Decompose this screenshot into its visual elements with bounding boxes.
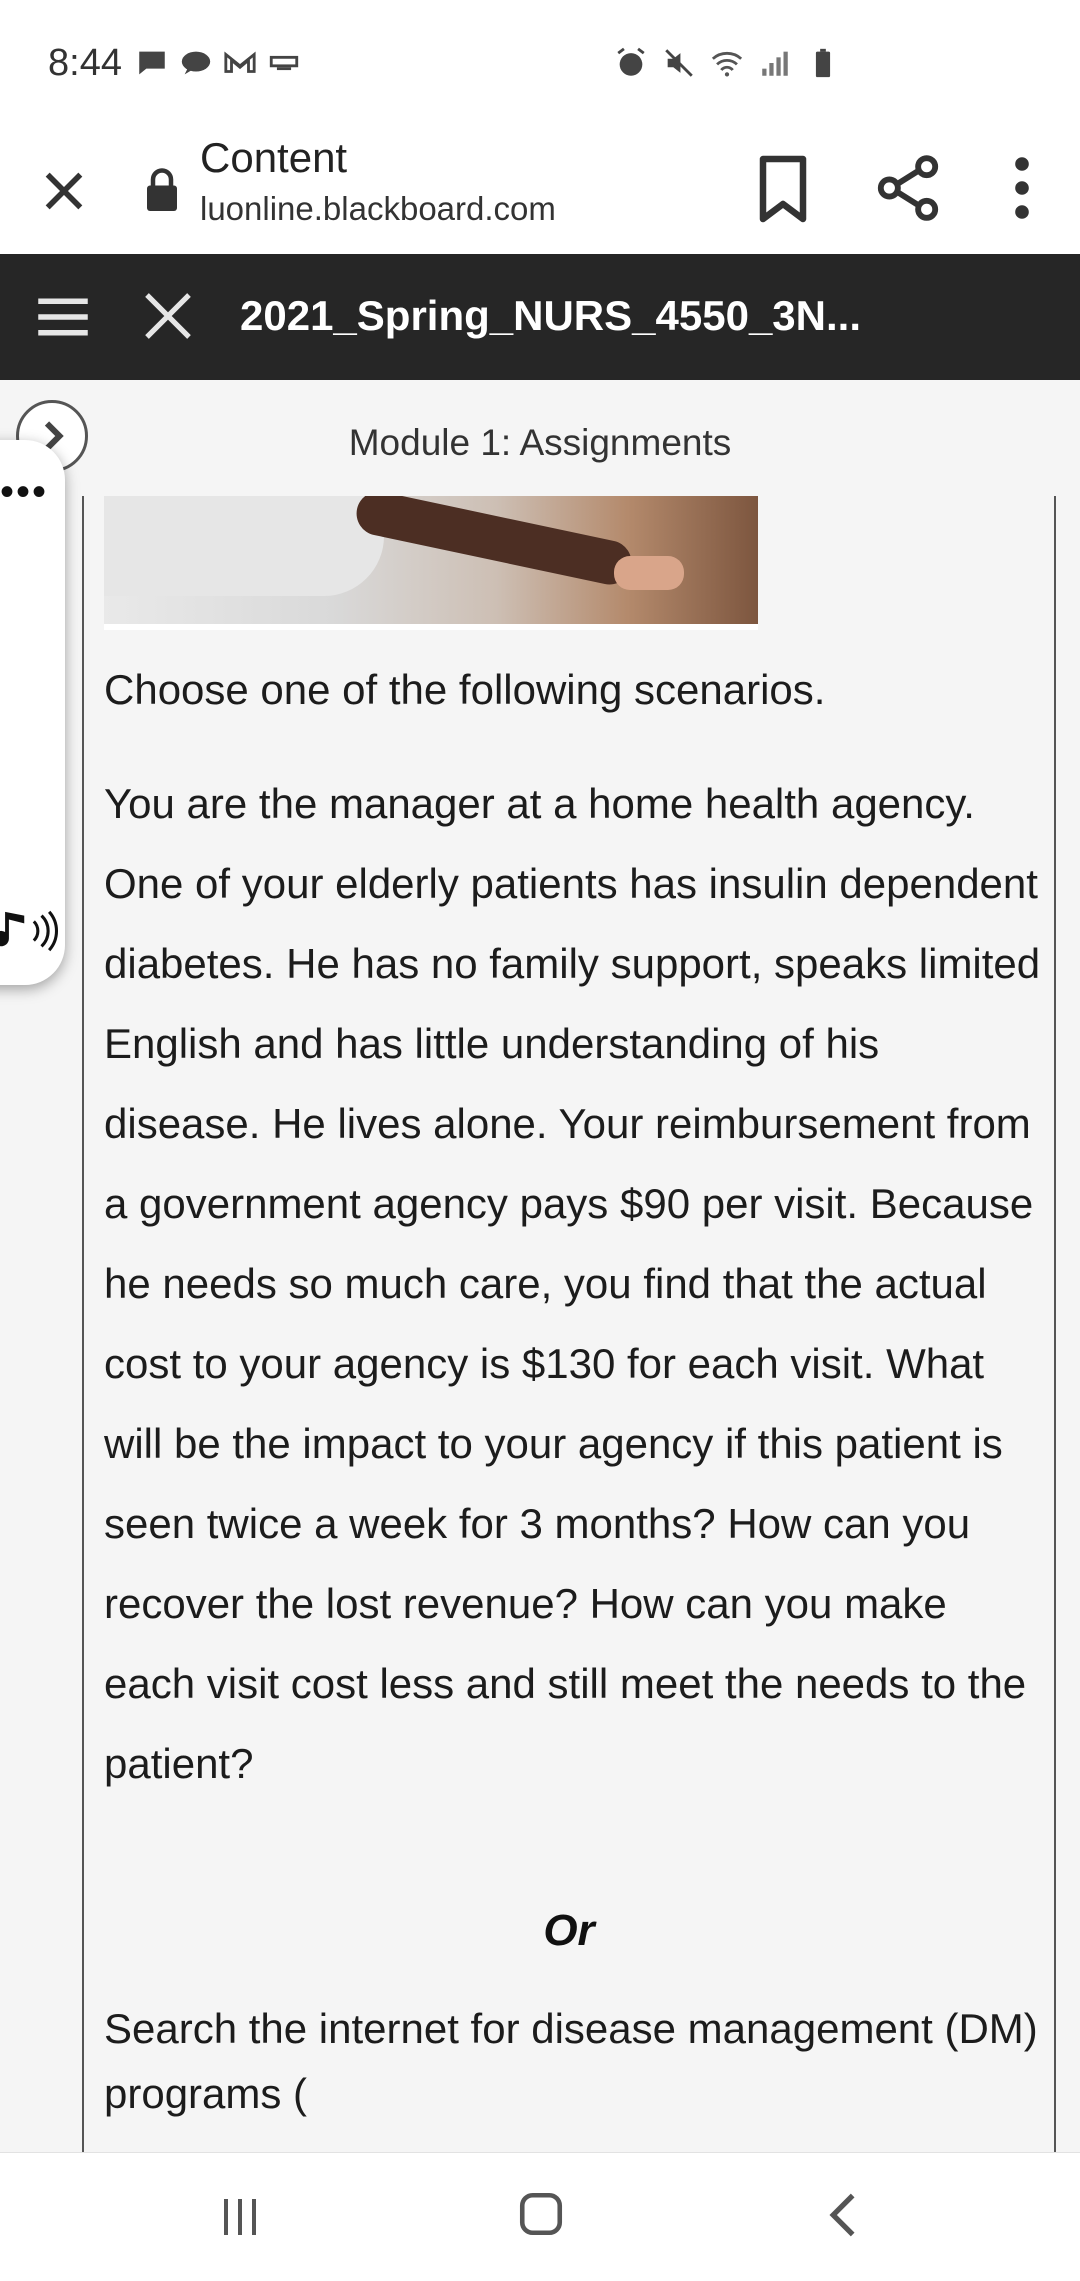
recent-apps-icon[interactable] xyxy=(216,2193,264,2241)
menu-icon[interactable] xyxy=(36,294,90,340)
content-panel xyxy=(82,496,1056,2152)
or-separator: Or xyxy=(543,1906,595,1955)
content-area[interactable] xyxy=(0,496,1080,2152)
search-scenario-text: Search the internet for disease management (DM) programs ( xyxy=(104,2005,1038,2117)
wifi-icon xyxy=(710,46,744,80)
more-options-icon[interactable] xyxy=(1002,152,1042,224)
lock-icon[interactable] xyxy=(144,166,180,214)
gmail-icon xyxy=(223,46,257,80)
bookmark-icon[interactable] xyxy=(758,154,808,224)
page-url[interactable]: luonline.blackboard.com xyxy=(200,190,556,227)
read-aloud-widget[interactable] xyxy=(0,440,65,985)
home-icon[interactable] xyxy=(516,2189,566,2239)
intro-text: Choose one of the following scenarios. xyxy=(104,666,826,713)
read-aloud-icon[interactable] xyxy=(0,908,60,954)
battery-icon xyxy=(806,46,840,80)
status-time: 8:44 xyxy=(48,42,122,84)
share-icon[interactable] xyxy=(876,152,940,224)
alarm-icon xyxy=(614,46,648,80)
mute-icon xyxy=(662,46,696,80)
android-nav-bar xyxy=(0,2152,1080,2281)
course-header xyxy=(0,254,1080,380)
status-bar xyxy=(0,0,1080,130)
chat-bubble-icon xyxy=(179,46,213,80)
message-icon xyxy=(135,46,169,80)
close-icon[interactable] xyxy=(36,158,92,224)
back-icon[interactable] xyxy=(826,2189,862,2241)
more-dots-icon[interactable]: ••• xyxy=(0,470,49,514)
course-title: 2021_Spring_NURS_4550_3N... xyxy=(240,292,861,339)
close-course-icon[interactable] xyxy=(140,288,196,344)
signal-icon xyxy=(758,46,792,80)
status-right-icons xyxy=(614,46,840,80)
scenario-image xyxy=(104,496,758,630)
cast-icon xyxy=(267,46,301,80)
browser-toolbar xyxy=(0,130,1080,254)
scenario-text: You are the manager at a home health agency. One of your elderly patients has insulin dependent diabetes. He has no family support, speaks limited English and has little understanding of his disease. He lives alone. Your reimbursement from a government agency pays $90 per visit. Because he needs so much care, you find that the actual cost to your agency is $130 for each visit. What will be the impact to your agency if this patient is seen twice a week for 3 months? How can you recover the lost revenue? How can you make each visit cost less and still meet the needs to the patient? xyxy=(104,780,1041,1787)
module-title: Module 1: Assignments xyxy=(348,422,732,463)
status-left-icons xyxy=(135,46,301,80)
module-header xyxy=(0,380,1080,498)
page-title[interactable]: Content xyxy=(200,134,348,181)
